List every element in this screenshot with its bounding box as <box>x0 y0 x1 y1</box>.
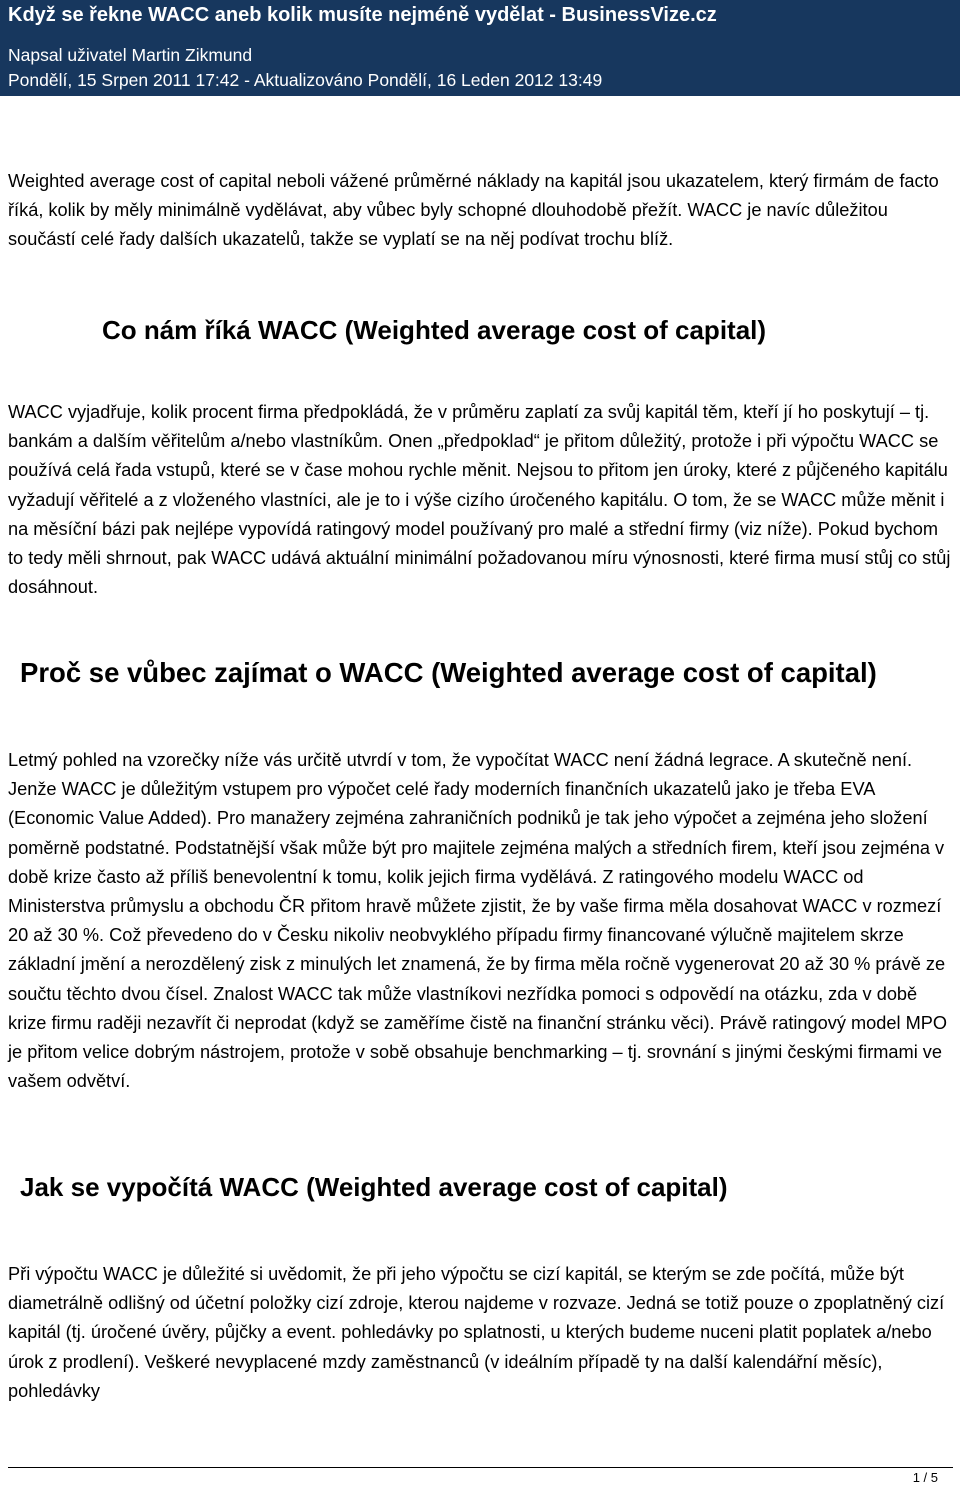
section-paragraph-how-wacc-calculated: Při výpočtu WACC je důležité si uvědomit, že při jeho výpočtu se cizí kapitál, se kterým se zde počítá, může být diametrálně odlišný od účetní položky cizí zdroje, kterou najdeme v rozvaze. Jedná se totiž pouze o zpoplatněný cizí kapitál (tj. úročené úvěry, půjčky a event. pohledávky po splatnosti, u kterých budeme nuceni platit poplatek a/nebo úrok z prodlení). Veškeré nevyplacené mzdy zaměstnanců (v ideálním případě ty na další kalendářní měsíc), pohledávky <box>8 1264 945 1401</box>
section-heading-how-wacc-calculated: Jak se vypočítá WACC (Weighted average cost of capital) <box>20 1172 728 1202</box>
intro-paragraph: Weighted average cost of capital neboli vážené průměrné náklady na kapitál jsou ukazatelem, který firmám de facto říká, kolik by měly minimálně vydělávat, aby vůbec byly schopné dlouhodobě přežít. WACC je navíc důležitou součástí celé řady dalších ukazatelů, takže se vyplatí se na něj podívat trochu blíž. <box>8 171 939 250</box>
section-heading-what-wacc-tells: Co nám říká WACC (Weighted average cost of capital) <box>101 315 767 345</box>
date-line: Pondělí, 15 Srpen 2011 17:42 - Aktualizováno Pondělí, 16 Leden 2012 13:49 <box>8 70 603 90</box>
section-paragraph-why-wacc: Letmý pohled na vzorečky níže vás určitě utvrdí v tom, že vypočítat WACC není žádná legrace. A skutečně není. Jenže WACC je důležitým vstupem pro výpočet celé řady moderních finančních ukazatelů jako je třeba EVA (Economic Value Added). Pro manažery zejména zahraničních podniků je tak jeho výpočet a zejména jeho složení poměrně podstatné. Podstatnější však může být pro majitele zejména malých a středních firem, kteří jsou zejména v době krize často až příliš benevolentní k tomu, kolik jejich firma vydělává. Z ratingového modelu WACC od Ministerstva průmyslu a obchodu ČR přitom hravě můžete zjistit, že by vaše firma měla dosahovat WACC v rozmezí 20 až 30 %. Což převedeno do v Česku nikoliv neobvyklého případu firmy financované výlučně majitelem skrze základní jmění a nerozdělený zisk z minulých let znamená, že by firma měla ročně vygenerovat 20 až 30 % právě ze součtu těchto dvou čísel. Znalost WACC tak může vlastníkovi nezřídka pomoci s odpovědí na otázku, zda v době krize firmu raději nezavřít či neprodat (když se zaměříme čistě na finanční stránku věci). Právě ratingový model MPO je přitom velice dobrým nástrojem, protože v sobě obsahuje benchmarking – tj. srovnání s jinými českými firmami ve vašem odvětví. <box>8 750 948 1092</box>
page-header <box>0 0 960 96</box>
page-number: 1 / 5 <box>912 1470 938 1485</box>
footer-divider <box>8 1467 953 1468</box>
document-title: Když se řekne WACC aneb kolik musíte nejméně vydělat - BusinessVize.cz <box>8 4 717 26</box>
author-line: Napsal uživatel Martin Zikmund <box>8 45 253 65</box>
section-paragraph-what-wacc-tells: WACC vyjadřuje, kolik procent firma předpokládá, že v průměru zaplatí za svůj kapitál těm, kteří jí ho poskytují – tj. bankám a dalším věřitelům a/nebo vlastníkům. Onen „předpoklad“ je přitom důležitý, protože i při výpočtu WACC se používá celá řada vstupů, které se v čase mohou rychle měnit. Nejsou to přitom jen úroky, které z půjčeného kapitálu vyžadují věřitelé a z vloženého vlastníci, ale je to i výše cizího úročeného kapitálu. O tom, že se WACC může měnit i na měsíční bázi pak nejlépe vypovídá ratingový model používaný pro malé a střední firmy (viz níže). Pokud bychom to tedy měli shrnout, pak WACC udává aktuální minimální požadovanou míru výnosnosti, které firma musí stůj co stůj dosáhnout. <box>8 402 951 598</box>
section-heading-why-wacc: Proč se vůbec zajímat o WACC (Weighted average cost of capital) <box>20 657 877 688</box>
